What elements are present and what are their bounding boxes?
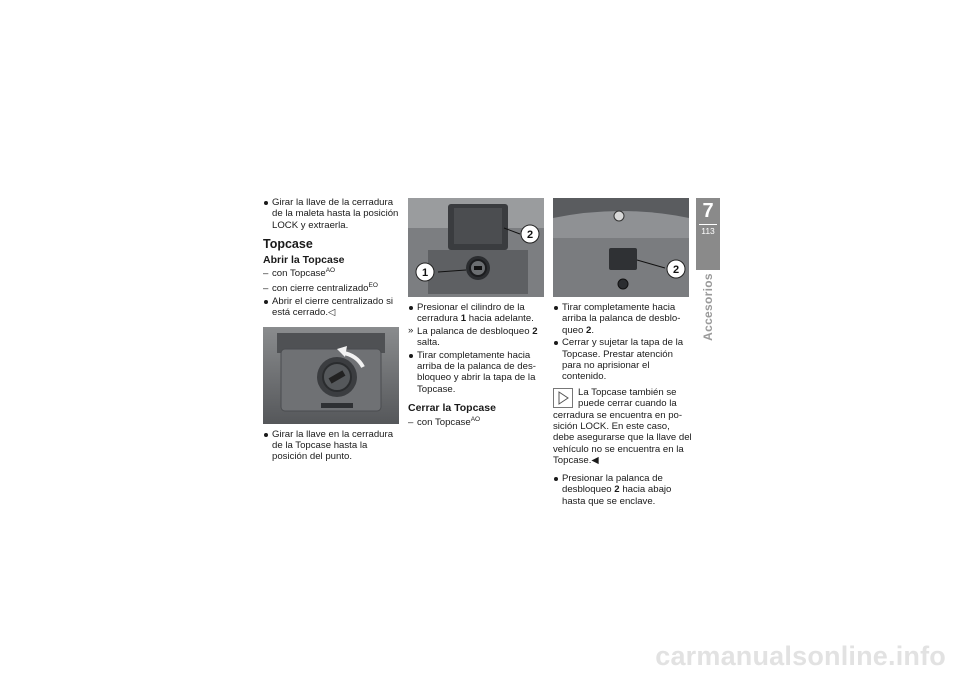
instruction-step: Tirar completamente hacia arriba de la palanca de desbloqueo y abrir la tapa de la Topcase. <box>408 350 548 396</box>
callout-ref: 1 <box>460 313 467 325</box>
column-1 <box>263 197 403 464</box>
section-heading: Topcase <box>263 237 313 252</box>
callout-ref: 2 <box>532 325 538 337</box>
result-item: » La palanca de desbloqueo 2 salta. <box>408 326 548 349</box>
chapter-number: 7 <box>702 200 714 222</box>
page-number: 113 <box>701 226 715 236</box>
topcase-lock-photo <box>263 327 399 424</box>
option-code: AO <box>325 267 336 275</box>
topcase-lever-photo <box>553 198 689 297</box>
column-3 <box>553 197 693 508</box>
option-code: AO <box>470 415 481 423</box>
condition-item <box>263 268 403 279</box>
note-text: La Topcase también se puede cerrar cuando la cerradura se encuentra en posición LOCK. En este caso, debe asegurarse que la llave del vehículo no se encuentra en la Topcase.◀ <box>553 386 692 467</box>
topcase-cylinder-photo <box>408 198 544 297</box>
instruction-step: Presionar el cilindro de la cerradura 1 hacia adelante. <box>408 302 548 325</box>
instruction-step: Girar la llave en la cerradura de la Topcase hasta la posición del punto. <box>263 429 403 463</box>
condition-text: con cierre centralizado <box>272 283 369 295</box>
section-label <box>697 272 719 342</box>
note-play-icon <box>553 388 573 408</box>
watermark: carmanualsonline.info <box>655 641 946 671</box>
option-code: EO <box>368 282 378 290</box>
instruction-step: Abrir el cierre centralizado si está cerrado.◁ <box>263 296 403 319</box>
callout-2: 2 <box>526 229 534 241</box>
note-block <box>553 387 693 467</box>
tab-divider <box>699 224 717 225</box>
callout-1: 1 <box>421 267 429 279</box>
condition-text: con Topcase <box>272 268 326 280</box>
condition-item <box>263 283 403 294</box>
chapter-tab <box>696 198 720 270</box>
subsection-heading: Cerrar la Topcase <box>408 402 496 415</box>
instruction-step: Tirar completamente hacia arriba la palanca de desbloqueo 2. <box>553 302 693 336</box>
instruction-step: Presionar la palanca de desbloqueo 2 hacia abajo hasta que se enclave. <box>553 473 693 507</box>
callout-ref: 2 <box>614 484 620 496</box>
instruction-step: Cerrar y sujetar la tapa de la Topcase. Prestar atención para no aprisionar el contenido. <box>553 337 693 383</box>
column-2 <box>408 197 548 429</box>
callout-ref: 2 <box>586 324 592 336</box>
instruction-step: Girar la llave de la cerradura de la maleta hasta la posición LOCK y extraerla. <box>263 197 403 231</box>
condition-item: – con Topcase$^{AO}$ <box>408 417 548 428</box>
callout-2: 2 <box>672 264 680 276</box>
section-label-text: Accesorios <box>701 273 715 341</box>
subsection-heading: Abrir la Topcase <box>263 253 345 266</box>
